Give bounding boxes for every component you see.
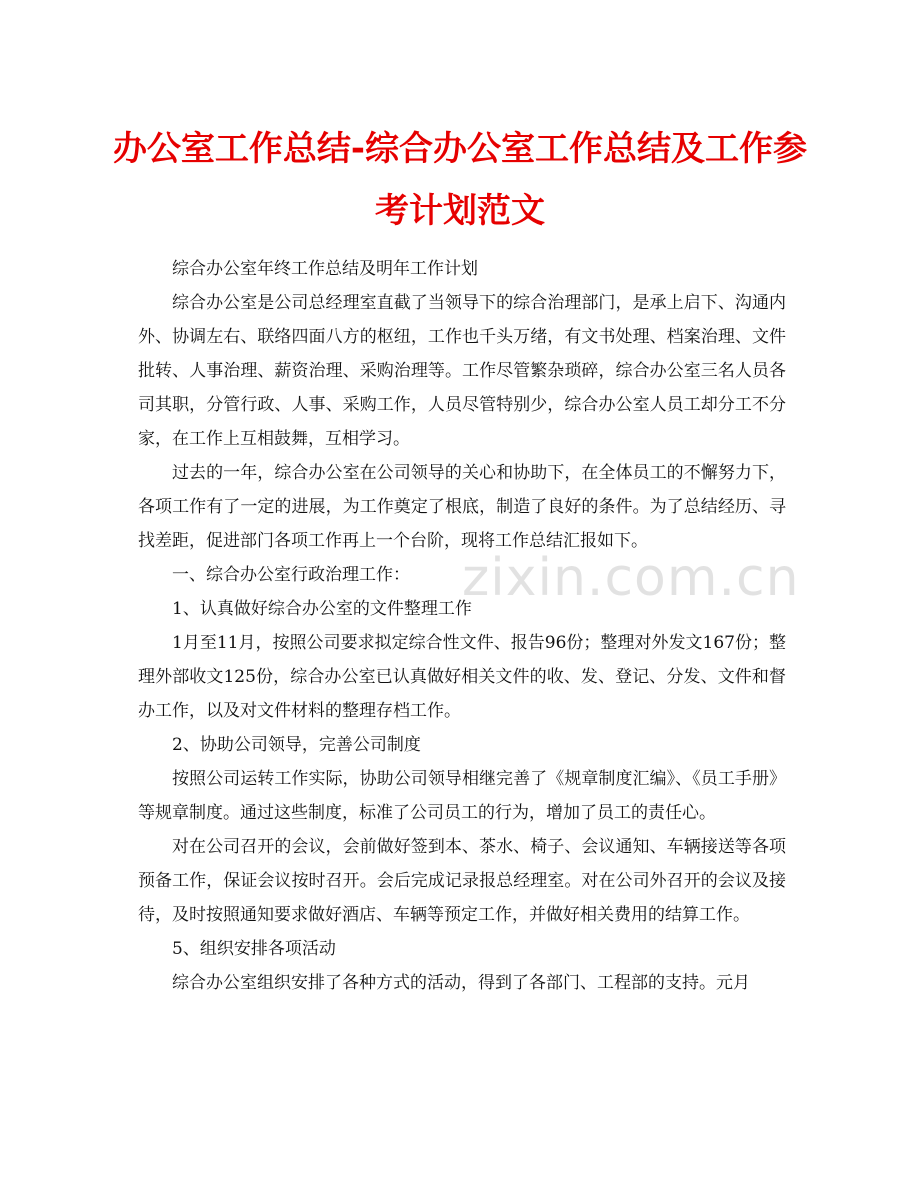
watermark: zixin.com.cn bbox=[462, 548, 800, 608]
paragraph: 综合办公室是公司总经理室直截了当领导下的综合治理部门，是承上启下、沟通内外、协调左右、联络四面八方的枢纽，工作也千头万绪，有文书处理、档案治理、文件批转、人事治理、薪资治理、采购治理等。工作尽管繁杂琐碎，综合办公室三名人员各司其职，分管行政、人事、采购工作，人员尽管特别少，综合办公室人员工却分工不分家，在工作上互相鼓舞，互相学习。 bbox=[138, 293, 786, 449]
subsection-heading: 2、协助公司领导，完善公司制度 bbox=[172, 735, 421, 755]
paragraph: 过去的一年，综合办公室在公司领导的关心和协助下，在全体员工的不懈努力下，各项工作有了一定的进展，为工作奠定了根底，制造了良好的条件。为了总结经历、寻找差距，促进部门各项工作再上一个台阶，现将工作总结汇报如下。 bbox=[138, 463, 786, 551]
paragraph-subtitle: 综合办公室年终工作总结及明年工作计划 bbox=[172, 259, 478, 279]
subsection-heading: 5、组织安排各项活动 bbox=[172, 939, 336, 959]
paragraph: 1月至11月，按照公司要求拟定综合性文件、报告96份；整理对外发文167份；整理外部收文125份，综合办公室已认真做好相关文件的收、发、登记、分发、文件和督办工作，以及对文件材料的整理存档工作。 bbox=[138, 633, 786, 721]
section-heading: 一、综合办公室行政治理工作： bbox=[172, 565, 410, 585]
subsection-heading: 1、认真做好综合办公室的文件整理工作 bbox=[172, 599, 472, 619]
paragraph: 对在公司召开的会议，会前做好签到本、茶水、椅子、会议通知、车辆接送等各项预备工作，保证会议按时召开。会后完成记录报总经理室。对在公司外召开的会议及接待，及时按照通知要求做好酒店、车辆等预定工作，并做好相关费用的结算工作。 bbox=[138, 837, 786, 925]
document-body bbox=[138, 252, 786, 1000]
document-title: 办公室工作总结-综合办公室工作总结及工作参考计划范文 bbox=[112, 129, 808, 231]
paragraph: 按照公司运转工作实际，协助公司领导相继完善了《规章制度汇编》、《员工手册》等规章制度。通过这些制度，标准了公司员工的行为，增加了员工的责任心。 bbox=[138, 769, 786, 823]
paragraph: 综合办公室组织安排了各种方式的活动，得到了各部门、工程部的支持。元月 bbox=[172, 973, 750, 993]
